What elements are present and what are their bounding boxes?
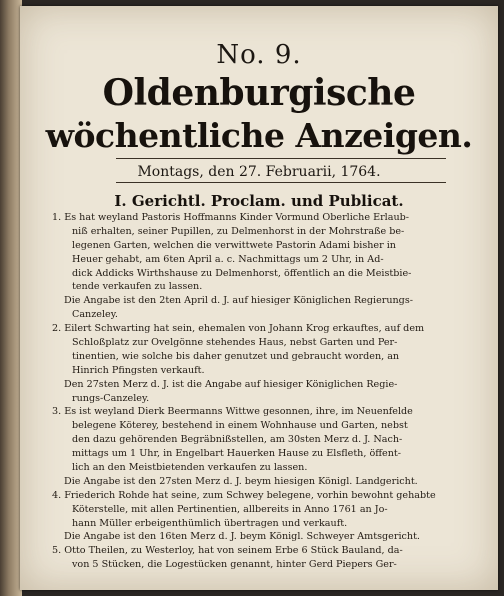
text-line: Die Angabe ist den 27sten Merz d. J. beym hiesigen Königl. Landgericht.: [64, 475, 418, 487]
text-line: Canzeley.: [72, 309, 118, 321]
text-line: 3. Es ist weyland Dierk Beermanns Wittwe gesonnen, ihre, im Neuenfelde: [52, 406, 413, 418]
notice-body: [52, 211, 472, 572]
masthead-title-line2: wöchentliche Anzeigen.: [45, 116, 473, 155]
text-line: 5. Otto Theilen, zu Westerloy, hat von seinem Erbe 6 Stück Bauland, da-: [52, 545, 403, 557]
text-line: Die Angabe ist den 16ten Merz d. J. beym Königl. Schweyer Amtsgericht.: [64, 531, 420, 543]
text-line: tende verkaufen zu lassen.: [72, 281, 203, 293]
masthead-title-line1: Oldenburgische: [102, 72, 416, 114]
text-line: tinentien, wie solche bis daher genutzet und gebraucht worden, an: [72, 350, 400, 362]
text-line: Heuer gehabt, am 6ten April a. c. Nachmittags um 2 Uhr, in Ad-: [72, 253, 384, 265]
newspaper-page: [20, 6, 498, 590]
text-line: Den 27sten Merz d. J. ist die Angabe auf hiesiger Königlichen Regie-: [64, 378, 398, 390]
text-line: legenen Garten, welchen die verwittwete Pastorin Adami bisher in: [72, 239, 396, 251]
text-line: rungs-Canzeley.: [72, 392, 150, 404]
text-line: Köterstelle, mit allen Pertinentien, allbereits in Anno 1761 an Jo-: [72, 503, 388, 515]
text-line: niß erhalten, seiner Pupillen, zu Delmenhorst in der Mohrstraße be-: [72, 225, 405, 237]
dateline: Montags, den 27. Februarii, 1764.: [137, 164, 381, 180]
text-line: belegene Köterey, bestehend in einem Wohnhause und Garten, nebst: [72, 420, 408, 432]
text-line: Schloßplatz zur Ovelgönne stehendes Haus, nebst Garten und Per-: [72, 337, 398, 349]
text-line: 4. Friederich Rohde hat seine, zum Schwey belegene, vorhin bewohnt gehabte: [52, 489, 436, 501]
text-line: Die Angabe ist den 2ten April d. J. auf hiesiger Königlichen Regierungs-: [64, 295, 413, 307]
section-title: I. Gerichtl. Proclam. und Publicat.: [114, 192, 404, 210]
text-line: 2. Eilert Schwarting hat sein, ehemalen von Johann Krog erkauftes, auf dem: [52, 323, 425, 335]
text-line: lich an den Meistbietenden verkaufen zu lassen.: [72, 462, 308, 474]
rule-top: [116, 158, 446, 159]
text-line: hann Müller erbeigenthümlich übertragen und verkauft.: [72, 517, 348, 529]
issue-number: No. 9.: [216, 40, 302, 70]
text-line: den dazu gehörenden Begräbnißstellen, am 30sten Merz d. J. Nach-: [72, 434, 403, 446]
text-line: Hinrich Pfingsten verkauft.: [72, 364, 205, 376]
rule-bottom: [116, 182, 446, 183]
text-line: von 5 Stücken, die Logestücken genannt, hinter Gerd Piepers Ger-: [72, 559, 397, 571]
text-line: dick Addicks Wirthshause zu Delmenhorst, öffentlich an die Meistbie-: [72, 267, 412, 279]
book-spine-edge: [0, 0, 22, 596]
text-line: mittags um 1 Uhr, in Engelbart Hauerken Hause zu Elsfleth, öffent-: [72, 448, 401, 460]
text-line: 1. Es hat weyland Pastoris Hoffmanns Kinder Vormund Oberliche Erlaub-: [52, 212, 410, 223]
